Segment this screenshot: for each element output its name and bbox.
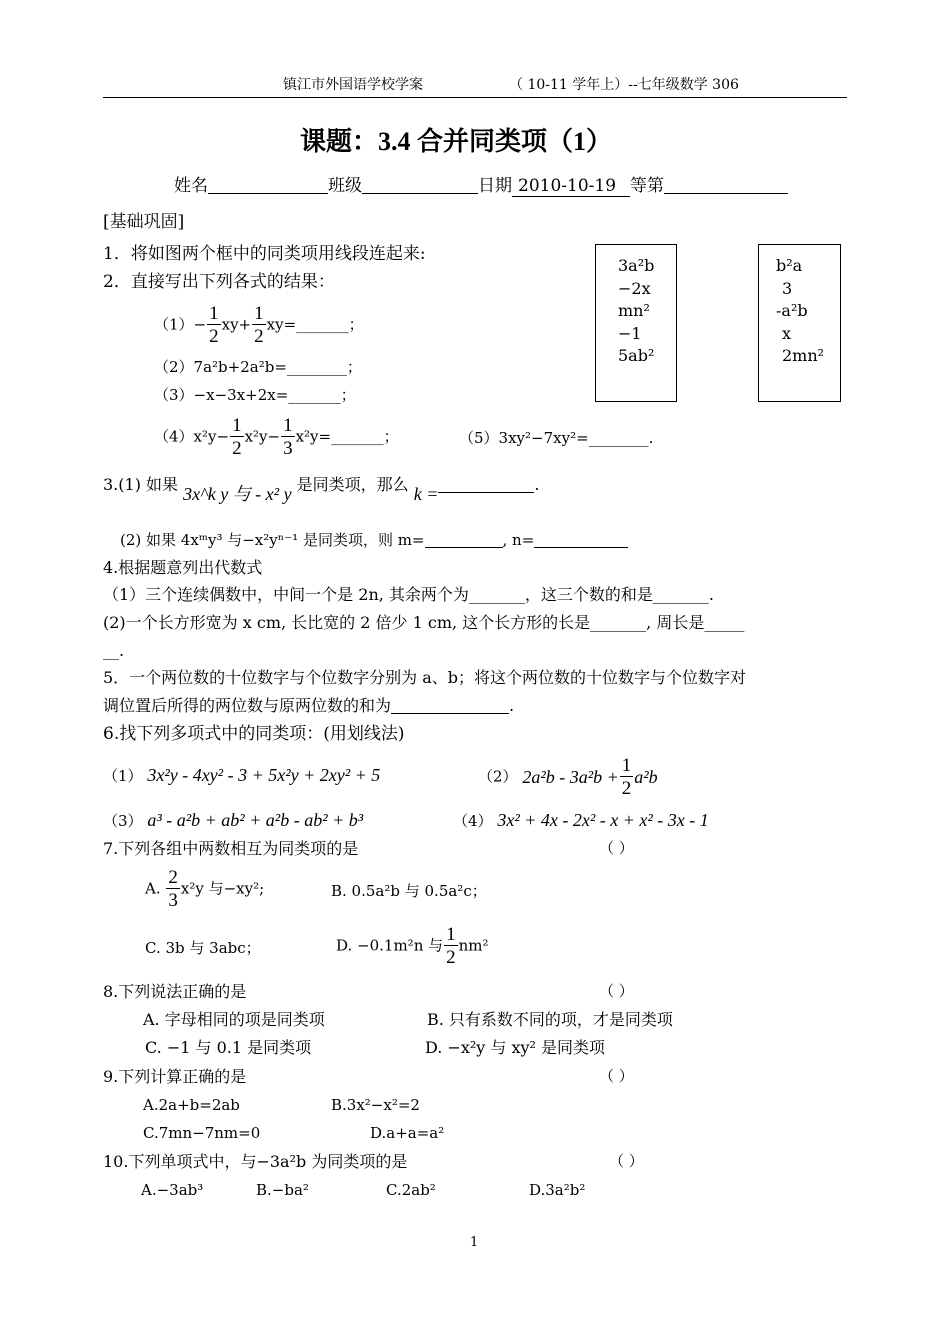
right-term[interactable]: -a²b [776, 301, 808, 320]
q2-p4-c: x²y=_______； [295, 427, 399, 446]
q2-part1 [154, 304, 364, 346]
q7-option-d[interactable] [336, 925, 489, 967]
fraction [166, 868, 180, 910]
page-title: 课题：3.4 合并同类项（1） [300, 127, 613, 156]
q7-answer-paren[interactable]: （ ） [599, 839, 634, 857]
q3-p1-pre: 3.(1) 如果 [103, 475, 179, 494]
q4-part2: (2)一个长方形宽为 x cm, 长比宽的 2 倍少 1 cm, 这个长方形的长是_______, 周长是_____ [103, 613, 745, 632]
right-term-box [758, 244, 841, 402]
q6-part1 [103, 766, 380, 786]
q6-l1: （1） [103, 767, 143, 785]
q6-stem: 6.找下列多项式中的同类项：(用划线法) [103, 724, 405, 744]
q4-stem: 4.根据题意列出代数式 [103, 558, 263, 577]
header-term: （ 10-11 学年上）--七年级数学 306 [509, 77, 739, 93]
name-label: 姓名 [174, 176, 208, 196]
q8-option-c[interactable]: C. −1 与 0.1 是同类项 [145, 1038, 312, 1057]
q7-d-post: nm² [458, 936, 489, 955]
left-term-list [618, 255, 654, 368]
q8-option-b[interactable]: B. 只有系数不同的项，才是同类项 [427, 1010, 673, 1029]
fraction-numerator: 1 [621, 755, 632, 776]
q2-p4-b: x²y− [244, 427, 281, 446]
left-term[interactable]: mn² [618, 301, 650, 320]
q3-p1-k: k = [413, 484, 439, 504]
left-term[interactable]: 3a²b [618, 256, 655, 275]
fraction [444, 925, 458, 967]
class-label: 班级 [328, 176, 362, 196]
q10-option-a[interactable]: A.−3ab³ [141, 1181, 204, 1199]
fraction-numerator: 1 [254, 303, 264, 324]
q3-part2 [120, 531, 628, 549]
fraction-denominator: 3 [283, 438, 293, 459]
q9-option-a[interactable]: A.2a+b=2ab [143, 1096, 240, 1114]
grade-blank[interactable] [664, 177, 788, 194]
q7-option-b[interactable]: B. 0.5a²b 与 0.5a²c； [331, 882, 487, 900]
right-term[interactable]: x [782, 323, 792, 343]
q3-p2-n: , n= [502, 531, 535, 549]
q2-p4-label: （4） [154, 427, 194, 446]
q3-part1 [103, 475, 540, 504]
q8-option-d[interactable]: D. −x²y 与 xy² 是同类项 [425, 1038, 606, 1057]
right-term[interactable]: 3 [782, 278, 793, 298]
q3-p1-post: 是同类项，那么 [296, 475, 409, 494]
grade-label: 等第 [630, 176, 665, 196]
class-blank[interactable] [362, 177, 478, 194]
fraction-numerator: 1 [232, 415, 242, 436]
q1-stem: 1．将如图两个框中的同类项用线段连起来: [103, 244, 426, 264]
q9-option-d[interactable]: D.a+a=a² [370, 1124, 445, 1142]
q2-p4-a: x²y− [193, 427, 230, 446]
q10-stem: 10.下列单项式中，与−3a²b 为同类项的是 [103, 1152, 408, 1171]
q3-k-blank[interactable] [438, 476, 534, 493]
section-heading: [基础巩固] [103, 212, 185, 232]
date-value: 2010-10-19 [512, 176, 630, 197]
q5-line1: 5．一个两位数的十位数字与个位数字分别为 a、b；将这个两位数的十位数字与个位数字对 [103, 668, 747, 687]
fraction [230, 416, 244, 458]
q5-line2-text: 调位置后所得的两位数与原两位数的和为 [103, 696, 392, 715]
page-number: 1 [470, 1235, 479, 1250]
q7-a-label: A. [145, 879, 161, 898]
q3-p1-end: . [534, 475, 540, 494]
q10-option-d[interactable]: D.3a²b² [529, 1181, 586, 1199]
fraction-denominator: 2 [621, 778, 632, 799]
right-term[interactable]: 2mn² [782, 346, 825, 365]
q5-blank[interactable] [391, 697, 509, 714]
fraction-numerator: 2 [168, 867, 178, 888]
q6-part3 [103, 811, 363, 831]
header-rule [103, 97, 847, 98]
left-term[interactable]: −2x [618, 278, 651, 298]
header-school: 镇江市外国语学校学案 [283, 77, 423, 93]
q5-line2-end: . [509, 696, 515, 715]
q7-stem: 7.下列各组中两数相互为同类项的是 [103, 839, 359, 858]
q6-l2: （2） [478, 767, 518, 786]
fraction-numerator: 1 [283, 415, 293, 436]
fraction-denominator: 2 [232, 438, 242, 459]
fraction [281, 416, 295, 458]
q9-option-c[interactable]: C.7mn−7nm=0 [143, 1124, 261, 1142]
q6-l3: （3） [103, 812, 143, 830]
q10-option-c[interactable]: C.2ab² [386, 1181, 436, 1199]
fraction-denominator: 2 [446, 947, 456, 968]
left-term[interactable]: 5ab² [618, 346, 655, 365]
q6-expr3: a³ - a²b + ab² + a²b - ab² + b³ [147, 810, 364, 830]
q4-part2-cont: __. [103, 641, 125, 660]
q6-expr2b: a²b [634, 767, 658, 787]
q2-p1-label: （1） [154, 315, 194, 334]
q9-answer-paren[interactable]: （ ） [599, 1067, 634, 1085]
q6-expr1: 3x²y - 4xy² - 3 + 5x²y + 2xy² + 5 [147, 765, 381, 785]
q7-option-a[interactable] [145, 868, 264, 910]
q3-p2-text: (2) 如果 4xᵐy³ 与−x²yⁿ⁻¹ 是同类项，则 m= [120, 531, 425, 549]
q2-part3: （3）−x−3x+2x=_______； [154, 386, 356, 404]
q2-part5: （5）3xy²−7xy²=________. [459, 429, 654, 447]
name-blank[interactable] [208, 177, 328, 194]
fraction-numerator: 1 [209, 303, 219, 324]
q3-m-blank[interactable] [425, 531, 503, 548]
q6-part2 [478, 756, 658, 798]
q10-answer-paren[interactable]: （ ） [609, 1152, 644, 1170]
q6-expr2a: 2a²b - 3a²b + [522, 767, 619, 787]
fraction-numerator: 1 [446, 924, 456, 945]
q8-answer-paren[interactable]: （ ） [599, 982, 634, 1000]
q10-option-b[interactable]: B.−ba² [256, 1181, 309, 1199]
fraction-denominator: 2 [254, 326, 264, 347]
fraction [207, 304, 221, 346]
q8-stem: 8.下列说法正确的是 [103, 982, 247, 1001]
fraction [620, 756, 634, 798]
q2-p1-minus: − [193, 315, 207, 334]
q7-a-text: x²y 与−xy²; [180, 879, 265, 898]
q5-line2 [103, 697, 514, 715]
q2-part2: （2）7a²b+2a²b=________； [154, 358, 362, 376]
q2-stem: 2．直接写出下列各式的结果： [103, 272, 335, 292]
q4-part1: （1）三个连续偶数中，中间一个是 2n, 其余两个为_______，这三个数的和是_______. [103, 585, 715, 604]
date-label: 日期 [478, 176, 512, 196]
right-term-list [776, 255, 824, 368]
fraction [252, 304, 266, 346]
q6-expr4: 3x² + 4x - 2x² - x + x² - 3x - 1 [497, 810, 709, 830]
q7-option-c[interactable]: C. 3b 与 3abc； [145, 939, 261, 957]
fraction-denominator: 3 [168, 890, 178, 911]
q2-part4 [154, 416, 399, 458]
q6-part4 [453, 811, 709, 831]
left-term-box [595, 244, 677, 402]
q2-p1-xy1: xy+ [221, 315, 252, 334]
q9-option-b[interactable]: B.3x²−x²=2 [331, 1096, 420, 1114]
right-term[interactable]: b²a [776, 256, 803, 275]
info-line [174, 177, 788, 196]
q7-d-pre: D. −0.1m²n 与 [336, 936, 444, 955]
q2-p1-xy2: xy=_______； [266, 315, 364, 334]
left-term[interactable]: −1 [618, 323, 642, 343]
q9-stem: 9.下列计算正确的是 [103, 1067, 247, 1086]
q6-l4: （4） [453, 812, 493, 830]
fraction-denominator: 2 [209, 326, 219, 347]
q8-option-a[interactable]: A. 字母相同的项是同类项 [143, 1010, 325, 1029]
q3-p1-expr: 3x^k y 与 - x² y [183, 484, 292, 504]
q3-n-blank[interactable] [534, 531, 628, 548]
